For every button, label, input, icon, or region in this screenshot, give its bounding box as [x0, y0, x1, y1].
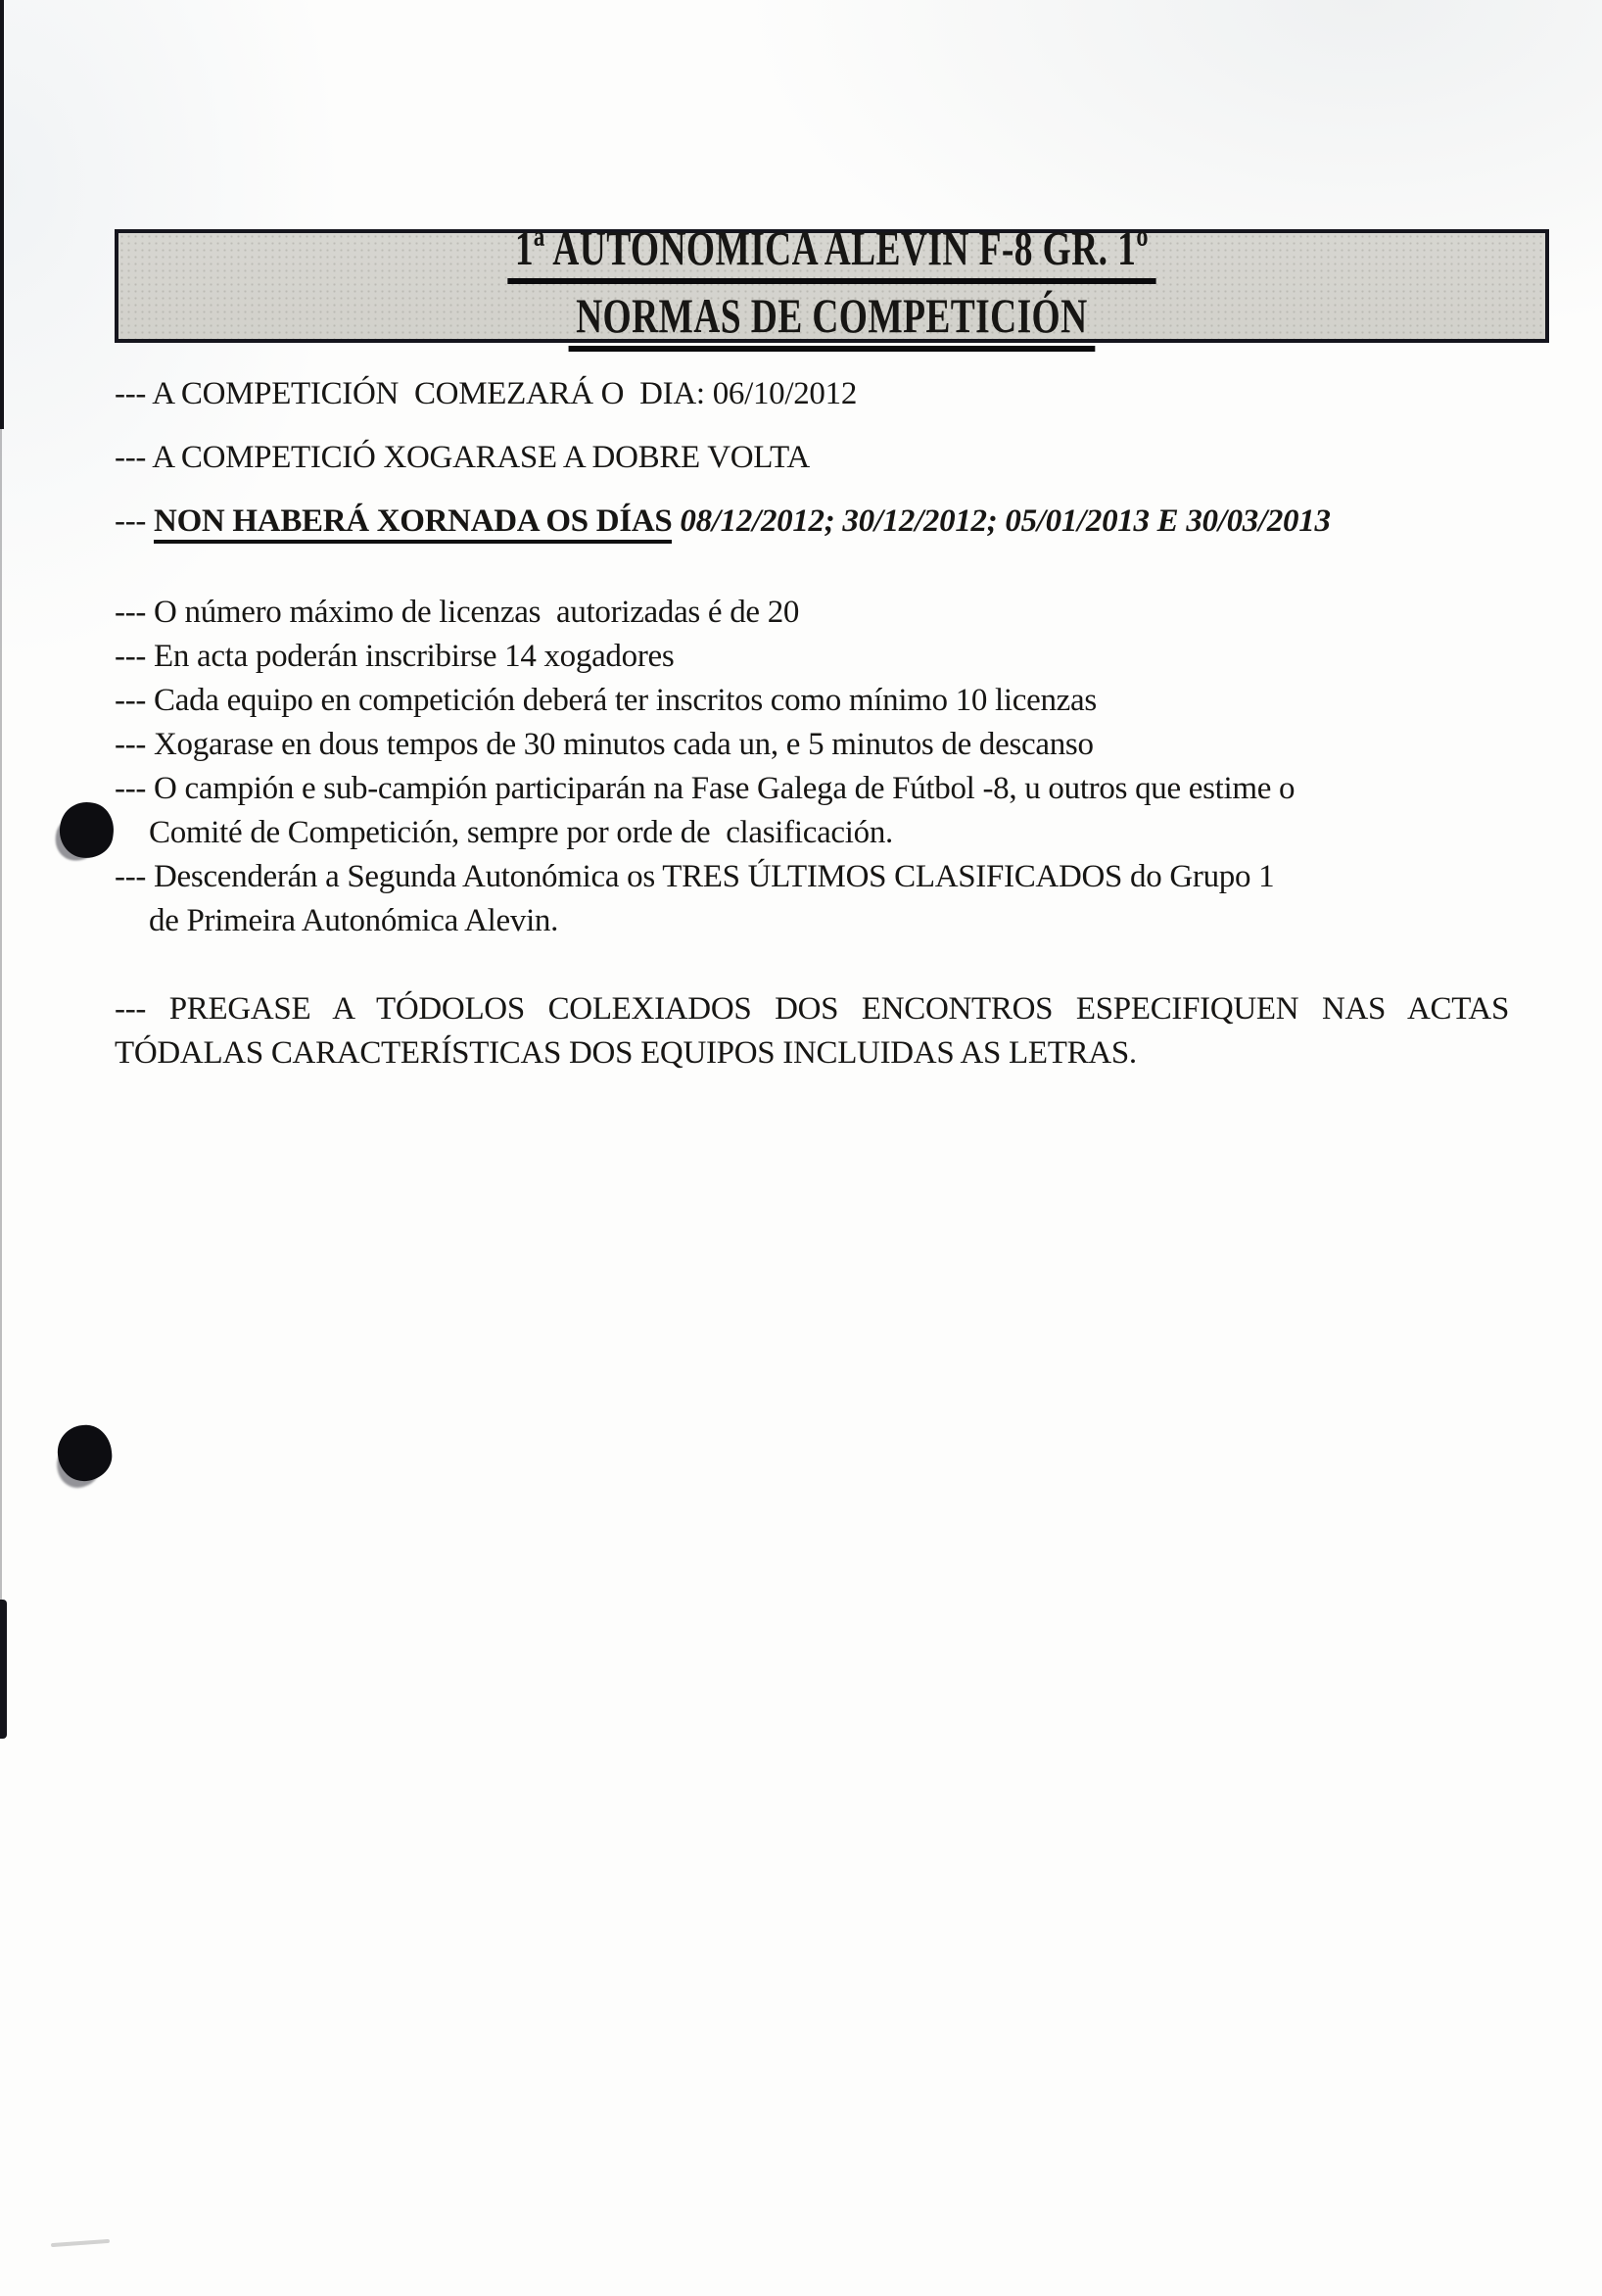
rule-players-on-report: --- En acta poderán inscribirse 14 xogadores [115, 639, 675, 674]
scan-smudge [51, 2239, 110, 2247]
rule-no-matchday [115, 500, 1509, 544]
closing-paragraph-line1: --- PREGASE A TÓDOLOS COLEXIADOS DOS ENCONTROS ESPECIFIQUEN NAS ACTAS [115, 991, 1509, 1027]
title-box [115, 219, 1549, 343]
scan-edge-line-top [0, 0, 4, 429]
rule-no-matchday-dates: 08/12/2012; 30/12/2012; 05/01/2013 E 30/03/2013 [672, 503, 1331, 539]
rule-min-licenses: --- Cada equipo en competición deberá ter inscritos como mínimo 10 licenzas [115, 683, 1097, 718]
scan-edge-line-blob [0, 1600, 7, 1739]
hole-punch-dot-bottom [55, 1422, 115, 1483]
rule-max-licenses: --- O número máximo de licenzas autorizadas é de 20 [115, 595, 800, 630]
rule-relegation-cont: de Primeira Autonómica Alevin. [149, 903, 559, 938]
rule-no-matchday-dashes: --- [115, 503, 155, 539]
rule-no-matchday-label: NON HABERÁ XORNADA OS DÍAS [154, 503, 672, 544]
closing-paragraph-line2: TÓDALAS CARACTERÍSTICAS DOS EQUIPOS INCLUIDAS AS LETRAS. [115, 1035, 1137, 1071]
rule-start-date: --- A COMPETICIÓN COMEZARÁ O DIA: 06/10/2012 [115, 376, 858, 411]
scan-edge-line-middle [0, 429, 2, 1600]
rule-champion-phase-cont: Comité de Competición, sempre por orde de clasificación. [149, 815, 893, 850]
hole-punch-dot-top [56, 798, 117, 861]
rule-relegation: --- Descenderán a Segunda Autonómica os TRES ÚLTIMOS CLASIFICADOS do Grupo 1 [115, 859, 1275, 894]
rule-match-duration: --- Xogarase en dous tempos de 30 minutos cada un, e 5 minutos de descanso [115, 727, 1094, 762]
rule-double-round: --- A COMPETICIÓ XOGARASE A DOBRE VOLTA [115, 440, 810, 475]
rule-champion-phase: --- O campión e sub-campión participarán na Fase Galega de Fútbol -8, u outros que estime o [115, 771, 1296, 806]
document-title-line1: 1ª AUTONOMICA ALEVIN F-8 GR. 1º [507, 223, 1155, 284]
document-title-line2: NORMAS DE COMPETICIÓN [569, 291, 1095, 352]
